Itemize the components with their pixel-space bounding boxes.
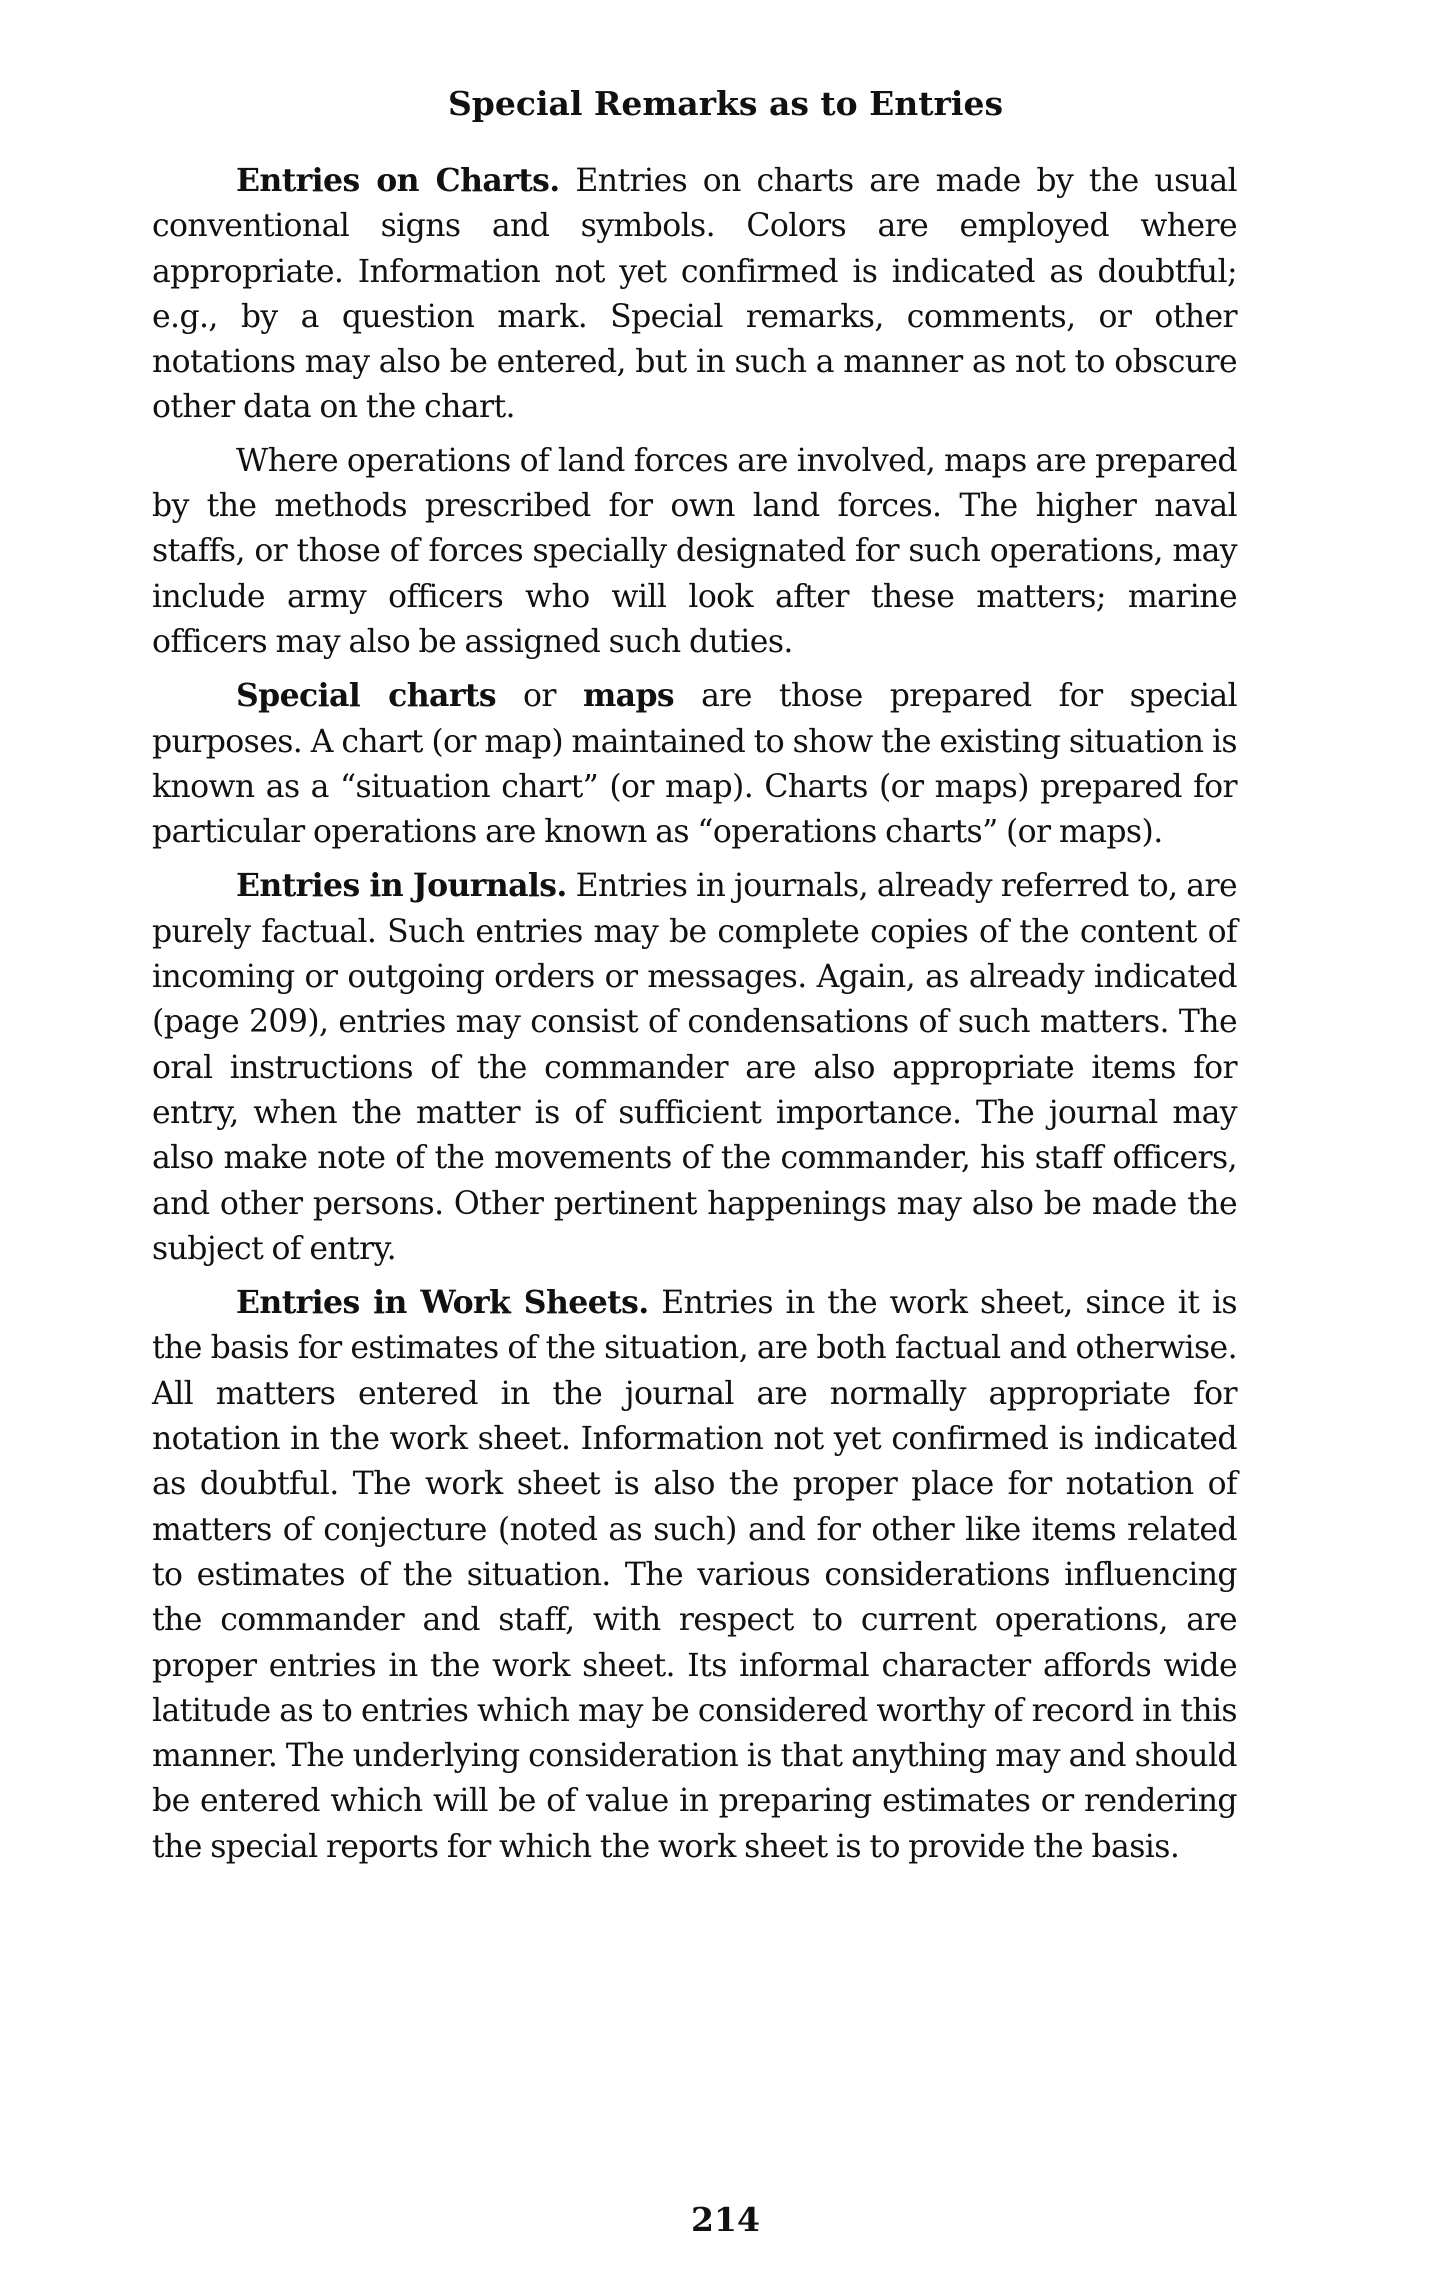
section-title: Special Remarks as to Entries [447, 84, 1004, 123]
run-in-heading: Entries in Journals. [236, 867, 567, 905]
paragraph-entries-in-work-sheets [152, 1280, 1237, 1870]
paragraph-special-charts [152, 673, 1237, 855]
run-in-heading: Entries on Charts. [236, 162, 560, 199]
paragraph-text: are those prepared for special purposes. A chart (or map) maintained to show the existing situation is known as a “situation chart” (or map). Charts (or maps) prepared for particular operations are known as “operations charts” (or maps). [152, 678, 1237, 851]
run-in-heading: maps [582, 677, 675, 715]
paragraph-text: Entries on charts are made by the usual conventional signs and symbols. Colors are employed where appropriate. Information not yet confirmed is indicated as doubtful; e.g., by a question mark. Special remarks, comments, or other notations may also be entered, but in such a manner as not to obscure other data on the chart. [152, 163, 1238, 426]
paragraph-text: Entries in journals, already referred to, are purely factual. Such entries may be complete copies of the content of incoming or outgoing orders or messages. Again, as already indicated (page 209), entries may consist of condensations of such matters. The oral instructions of the commander are also appropriate items for entry, when the matter is of sufficient importance. The journal may also make note of the movements of the commander, his staff officers, and other persons. Other pertinent happenings may also be made the subject of entry. [152, 868, 1237, 1267]
run-in-heading: Special charts [236, 677, 496, 715]
paragraph-text: Where operations of land forces are involved, maps are prepared by the methods prescribed for own land forces. The higher naval staffs, or those of forces specially designated for such operations, may include army officers who will look after these matters; marine officers may also be assigned such duties. [152, 442, 1237, 660]
paragraph-text: Entries in the work sheet, since it is the basis for estimates of the situation, are both factual and otherwise. All matters entered in the journal are normally appropriate for notation in the work sheet. Information not yet confirmed is indicated as doubtful. The work sheet is also the proper place for notation of matters of conjecture (noted as such) and for other like items related to estimates of the situation. The various considerations influencing the commander and staff, with respect to current operations, are proper entries in the work sheet. Its informal character affords wide latitude as to entries which may be considered worthy of record in this manner. The underlying consideration is that anything may and should be entered which will be of value in preparing estimates or rendering the special reports for which the work sheet is to provide the basis. [152, 1285, 1237, 1865]
page-number: 214 [691, 2200, 760, 2239]
paragraph-text: or [495, 678, 583, 715]
body-text [152, 158, 1237, 1878]
run-in-heading: Entries in Work Sheets. [236, 1284, 649, 1322]
paragraph-entries-on-charts [152, 158, 1237, 431]
paragraph-land-forces [152, 439, 1237, 665]
paragraph-entries-in-journals [152, 863, 1237, 1272]
